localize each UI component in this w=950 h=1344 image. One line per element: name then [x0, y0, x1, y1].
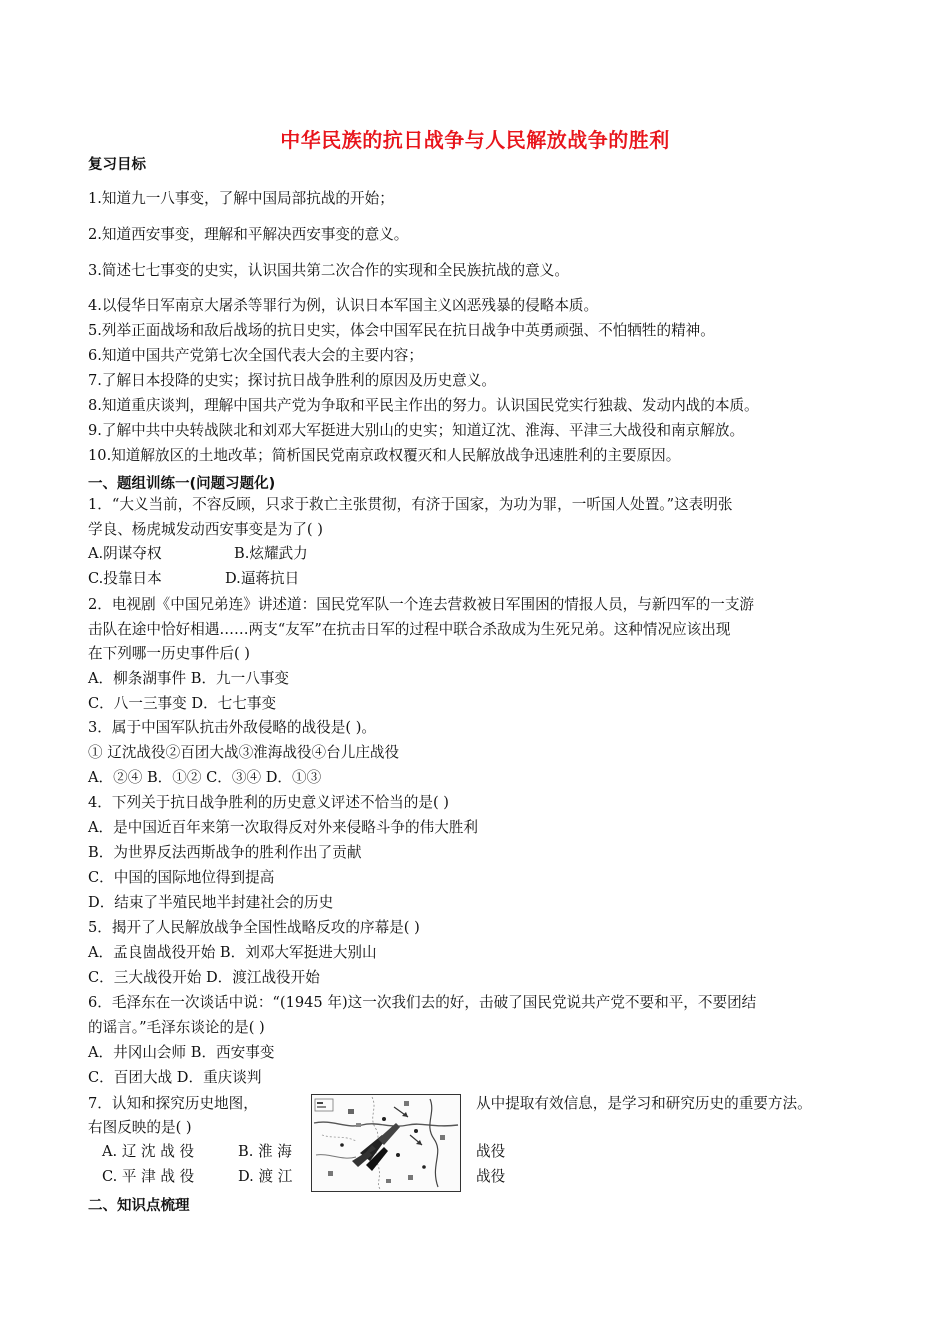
question-7-option-d-suffix: 战役: [476, 1168, 506, 1185]
question-5-options-cd: C．三大战役开始 D．渡江战役开始: [88, 969, 320, 986]
training-heading: 一、题组训练一(问题习题化): [88, 476, 276, 492]
question-7-stem: 7．认知和探究历史地图，: [88, 1095, 258, 1112]
goal-item: 1.知道九一八事变，了解中国局部抗战的开始；: [88, 190, 394, 207]
question-2-options-cd: C．八一三事变 D．七七事变: [88, 695, 277, 712]
question-7-stem-cont: 右图反映的是( ): [88, 1119, 192, 1136]
question-4-option-c: C．中国的国际地位得到提高: [88, 869, 275, 886]
question-6-stem-cont: 的谣言。”毛泽东谈论的是( ): [88, 1019, 265, 1036]
goal-item: 2.知道西安事变，理解和平解决西安事变的意义。: [88, 226, 409, 243]
question-7-option-b-suffix: 战役: [476, 1143, 506, 1160]
goal-item: 3.简述七七事变的史实，认识国共第二次合作的实现和全民族抗战的意义。: [88, 262, 569, 279]
question-1-stem-cont: 学良、杨虎城发动西安事变是为了( ): [88, 521, 323, 538]
knowledge-heading: 二、知识点梳理: [88, 1198, 190, 1214]
question-2-stem: 2．电视剧《中国兄弟连》讲述道：国民党军队一个连去营救被日军围困的情报人员，与新四军的一支游: [88, 596, 755, 613]
question-4-option-d: D．结束了半殖民地半封建社会的历史: [88, 894, 334, 911]
question-7-option-a: A. 辽 沈 战 役: [102, 1143, 195, 1160]
question-4-stem: 4．下列关于抗日战争胜利的历史意义评述不恰当的是( ): [88, 794, 449, 811]
question-7-option-d: D. 渡 江: [238, 1168, 293, 1185]
question-5-options-ab: A．孟良崮战役开始 B．刘邓大军挺进大别山: [88, 944, 377, 961]
question-6-options-ab: A．井冈山会师 B．西安事变: [88, 1044, 275, 1061]
goal-item: 8.知道重庆谈判，理解中国共产党为争取和平民主作出的努力。认识国民党实行独裁、发动内战的本质。: [88, 397, 759, 414]
question-5-stem: 5．揭开了人民解放战争全国性战略反攻的序幕是( ): [88, 919, 420, 936]
question-1-option-a: A.阴谋夺权: [88, 545, 162, 562]
question-3-stem: 3．属于中国军队抗击外敌侵略的战役是( )。: [88, 719, 377, 736]
question-1-option-d: D.逼蒋抗日: [225, 570, 300, 587]
goal-item: 6.知道中国共产党第七次全国代表大会的主要内容；: [88, 347, 423, 364]
question-7-option-b: B. 淮 海: [238, 1143, 292, 1160]
question-3-options: A．②④ B．①② C．③④ D．①③: [88, 769, 322, 786]
question-1-stem: 1．“大义当前，不容反顾，只求于救亡主张贯彻，有济于国家，为功为罪，一听国人处置。”这表明张: [88, 496, 733, 513]
question-7-option-c: C. 平 津 战 役: [102, 1168, 195, 1185]
historical-map-image: [311, 1094, 461, 1192]
question-6-options-cd: C．百团大战 D．重庆谈判: [88, 1069, 262, 1086]
question-2-stem-cont: 在下列哪一历史事件后( ): [88, 645, 250, 662]
question-4-option-b: B．为世界反法西斯战争的胜利作出了贡献: [88, 844, 362, 861]
goals-heading: 复习目标: [88, 157, 146, 173]
question-1-option-c: C.投靠日本: [88, 570, 162, 587]
question-6-stem: 6．毛泽东在一次谈话中说：“(1945 年)这一次我们去的好，击破了国民党说共产党不要和平，不要团结: [88, 994, 757, 1011]
goal-item: 5.列举正面战场和敌后战场的抗日史实，体会中国军民在抗日战争中英勇顽强、不怕牺牲的精神。: [88, 322, 715, 339]
goal-item: 9.了解中共中央转战陕北和刘邓大军挺进大别山的史实；知道辽沈、淮海、平津三大战役和南京解放。: [88, 422, 745, 439]
question-2-options-ab: A．柳条湖事件 B．九一八事变: [88, 670, 290, 687]
question-7-stem-cont: 从中提取有效信息，是学习和研究历史的重要方法。: [476, 1095, 812, 1112]
goal-item: 4.以侵华日军南京大屠杀等罪行为例，认识日本军国主义凶恶残暴的侵略本质。: [88, 297, 599, 314]
goal-item: 10.知道解放区的土地改革；简析国民党南京政权覆灭和人民解放战争迅速胜利的主要原因。: [88, 447, 681, 464]
question-4-option-a: A．是中国近百年来第一次取得反对外来侵略斗争的伟大胜利: [88, 819, 478, 836]
question-1-option-b: B.炫耀武力: [234, 545, 308, 562]
question-2-stem-cont: 击队在途中恰好相遇……两支“友军”在抗击日军的过程中联合杀敌成为生死兄弟。这种情况应该出现: [88, 621, 731, 638]
question-3-choices: ① 辽沈战役②百团大战③淮海战役④台儿庄战役: [88, 744, 400, 761]
goal-item: 7.了解日本投降的史实；探讨抗日战争胜利的原因及历史意义。: [88, 372, 496, 389]
document-title: 中华民族的抗日战争与人民解放战争的胜利: [280, 128, 670, 152]
